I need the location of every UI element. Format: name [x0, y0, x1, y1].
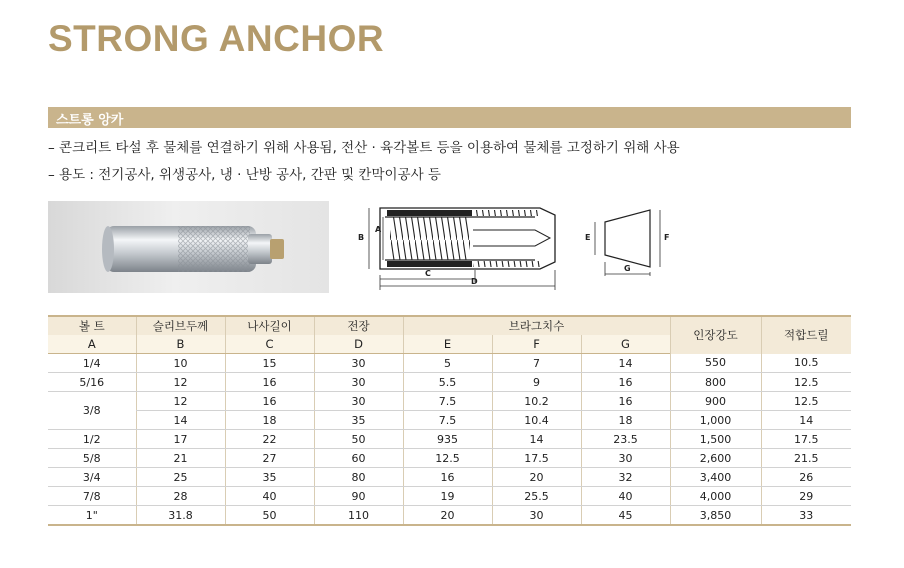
table-row: [48, 430, 851, 449]
table-row: [48, 506, 851, 526]
cell-thread: 15: [225, 354, 314, 373]
cell-g: 40: [581, 487, 670, 506]
cell-e: 19: [403, 487, 492, 506]
cell-sleeve: 25: [136, 468, 225, 487]
cell-g: 32: [581, 468, 670, 487]
spec-table: [48, 315, 851, 526]
cell-drill: 29: [761, 487, 851, 506]
cell-g: 18: [581, 411, 670, 430]
cell-f: 10.4: [492, 411, 581, 430]
cell-sleeve: 21: [136, 449, 225, 468]
cell-thread: 40: [225, 487, 314, 506]
page-title: STRONG ANCHOR: [48, 18, 385, 59]
subheader-d: D: [314, 335, 403, 354]
cell-strength: 3,400: [670, 468, 761, 487]
subheader-a: A: [48, 335, 136, 354]
description-line-usage: – 콘크리트 타설 후 물체를 연결하기 위해 사용됨, 전산 · 육각볼트 등을 이용하여 물체를 고정하기 위해 사용: [48, 140, 680, 156]
cell-g: 30: [581, 449, 670, 468]
cell-f: 25.5: [492, 487, 581, 506]
cell-strength: 3,850: [670, 506, 761, 526]
cell-e: 12.5: [403, 449, 492, 468]
label-g: G: [624, 264, 631, 273]
cell-f: 9: [492, 373, 581, 392]
cell-sleeve: 28: [136, 487, 225, 506]
cell-strength: 2,600: [670, 449, 761, 468]
label-e: E: [585, 233, 591, 242]
cell-g: 23.5: [581, 430, 670, 449]
cell-drill: 14: [761, 411, 851, 430]
header-thread: 나사길이: [225, 316, 314, 335]
cell-f: 7: [492, 354, 581, 373]
header-sleeve: 슬리브두께: [136, 316, 225, 335]
cell-sleeve: 12: [136, 392, 225, 411]
subheader-e: E: [403, 335, 492, 354]
cell-f: 20: [492, 468, 581, 487]
cell-thread: 16: [225, 392, 314, 411]
cell-length: 30: [314, 392, 403, 411]
cell-bolt: 1/4: [48, 354, 136, 373]
cell-sleeve: 17: [136, 430, 225, 449]
label-b: B: [358, 233, 365, 242]
cell-drill: 33: [761, 506, 851, 526]
cell-length: 30: [314, 354, 403, 373]
table-row: [48, 354, 851, 373]
anchor-dimension-diagram: [355, 200, 685, 299]
subheader-b: B: [136, 335, 225, 354]
description-line-purpose: – 용도 : 전기공사, 위생공사, 냉 · 난방 공사, 간판 및 칸막이공사 등: [48, 167, 441, 183]
cell-length: 35: [314, 411, 403, 430]
cell-bolt: 1/2: [48, 430, 136, 449]
cell-strength: 1,000: [670, 411, 761, 430]
cell-thread: 35: [225, 468, 314, 487]
cell-drill: 12.5: [761, 373, 851, 392]
cell-e: 7.5: [403, 392, 492, 411]
label-a: A: [375, 225, 382, 234]
cell-length: 90: [314, 487, 403, 506]
cell-strength: 800: [670, 373, 761, 392]
label-c: C: [425, 269, 431, 278]
cell-length: 30: [314, 373, 403, 392]
cell-bolt: 3/8: [48, 392, 136, 430]
table-row: [48, 468, 851, 487]
cell-g: 45: [581, 506, 670, 526]
cell-e: 935: [403, 430, 492, 449]
table-row: [48, 373, 851, 392]
cell-thread: 18: [225, 411, 314, 430]
cell-length: 60: [314, 449, 403, 468]
cell-drill: 17.5: [761, 430, 851, 449]
cell-g: 14: [581, 354, 670, 373]
cell-thread: 16: [225, 373, 314, 392]
cell-f: 10.2: [492, 392, 581, 411]
header-length: 전장: [314, 316, 403, 335]
table-row: [48, 449, 851, 468]
anchor-product-photo: [48, 201, 329, 293]
cell-thread: 27: [225, 449, 314, 468]
cell-drill: 10.5: [761, 354, 851, 373]
header-strength: 인장강도: [670, 316, 761, 354]
subheader-c: C: [225, 335, 314, 354]
cell-bolt: 7/8: [48, 487, 136, 506]
header-drill: 적합드릴: [761, 316, 851, 354]
cell-length: 80: [314, 468, 403, 487]
cell-sleeve: 12: [136, 373, 225, 392]
cell-e: 7.5: [403, 411, 492, 430]
cell-thread: 50: [225, 506, 314, 526]
cell-bolt: 5/8: [48, 449, 136, 468]
subheader-f: F: [492, 335, 581, 354]
label-d: D: [471, 277, 478, 286]
header-bolt: 볼 트: [48, 316, 136, 335]
cell-e: 16: [403, 468, 492, 487]
section-header-bar: [48, 107, 851, 128]
cell-g: 16: [581, 373, 670, 392]
table-row: [48, 392, 851, 411]
cell-drill: 12.5: [761, 392, 851, 411]
cell-e: 5: [403, 354, 492, 373]
cell-e: 5.5: [403, 373, 492, 392]
cell-sleeve: 31.8: [136, 506, 225, 526]
cell-length: 110: [314, 506, 403, 526]
cell-strength: 4,000: [670, 487, 761, 506]
cell-f: 14: [492, 430, 581, 449]
cell-drill: 26: [761, 468, 851, 487]
cell-drill: 21.5: [761, 449, 851, 468]
cell-bolt: 3/4: [48, 468, 136, 487]
section-label: 스트롱 앙카: [56, 113, 124, 128]
table-row: [48, 411, 851, 430]
header-bracket: 브라그치수: [403, 316, 670, 335]
cell-bolt: 5/16: [48, 373, 136, 392]
cell-g: 16: [581, 392, 670, 411]
cell-length: 50: [314, 430, 403, 449]
cell-f: 17.5: [492, 449, 581, 468]
cell-bolt: 1": [48, 506, 136, 526]
cell-sleeve: 14: [136, 411, 225, 430]
cell-thread: 22: [225, 430, 314, 449]
cell-e: 20: [403, 506, 492, 526]
cell-strength: 1,500: [670, 430, 761, 449]
subheader-g: G: [581, 335, 670, 354]
cell-strength: 900: [670, 392, 761, 411]
table-row: [48, 487, 851, 506]
label-f: F: [664, 233, 670, 242]
cell-sleeve: 10: [136, 354, 225, 373]
cell-f: 30: [492, 506, 581, 526]
cell-strength: 550: [670, 354, 761, 373]
